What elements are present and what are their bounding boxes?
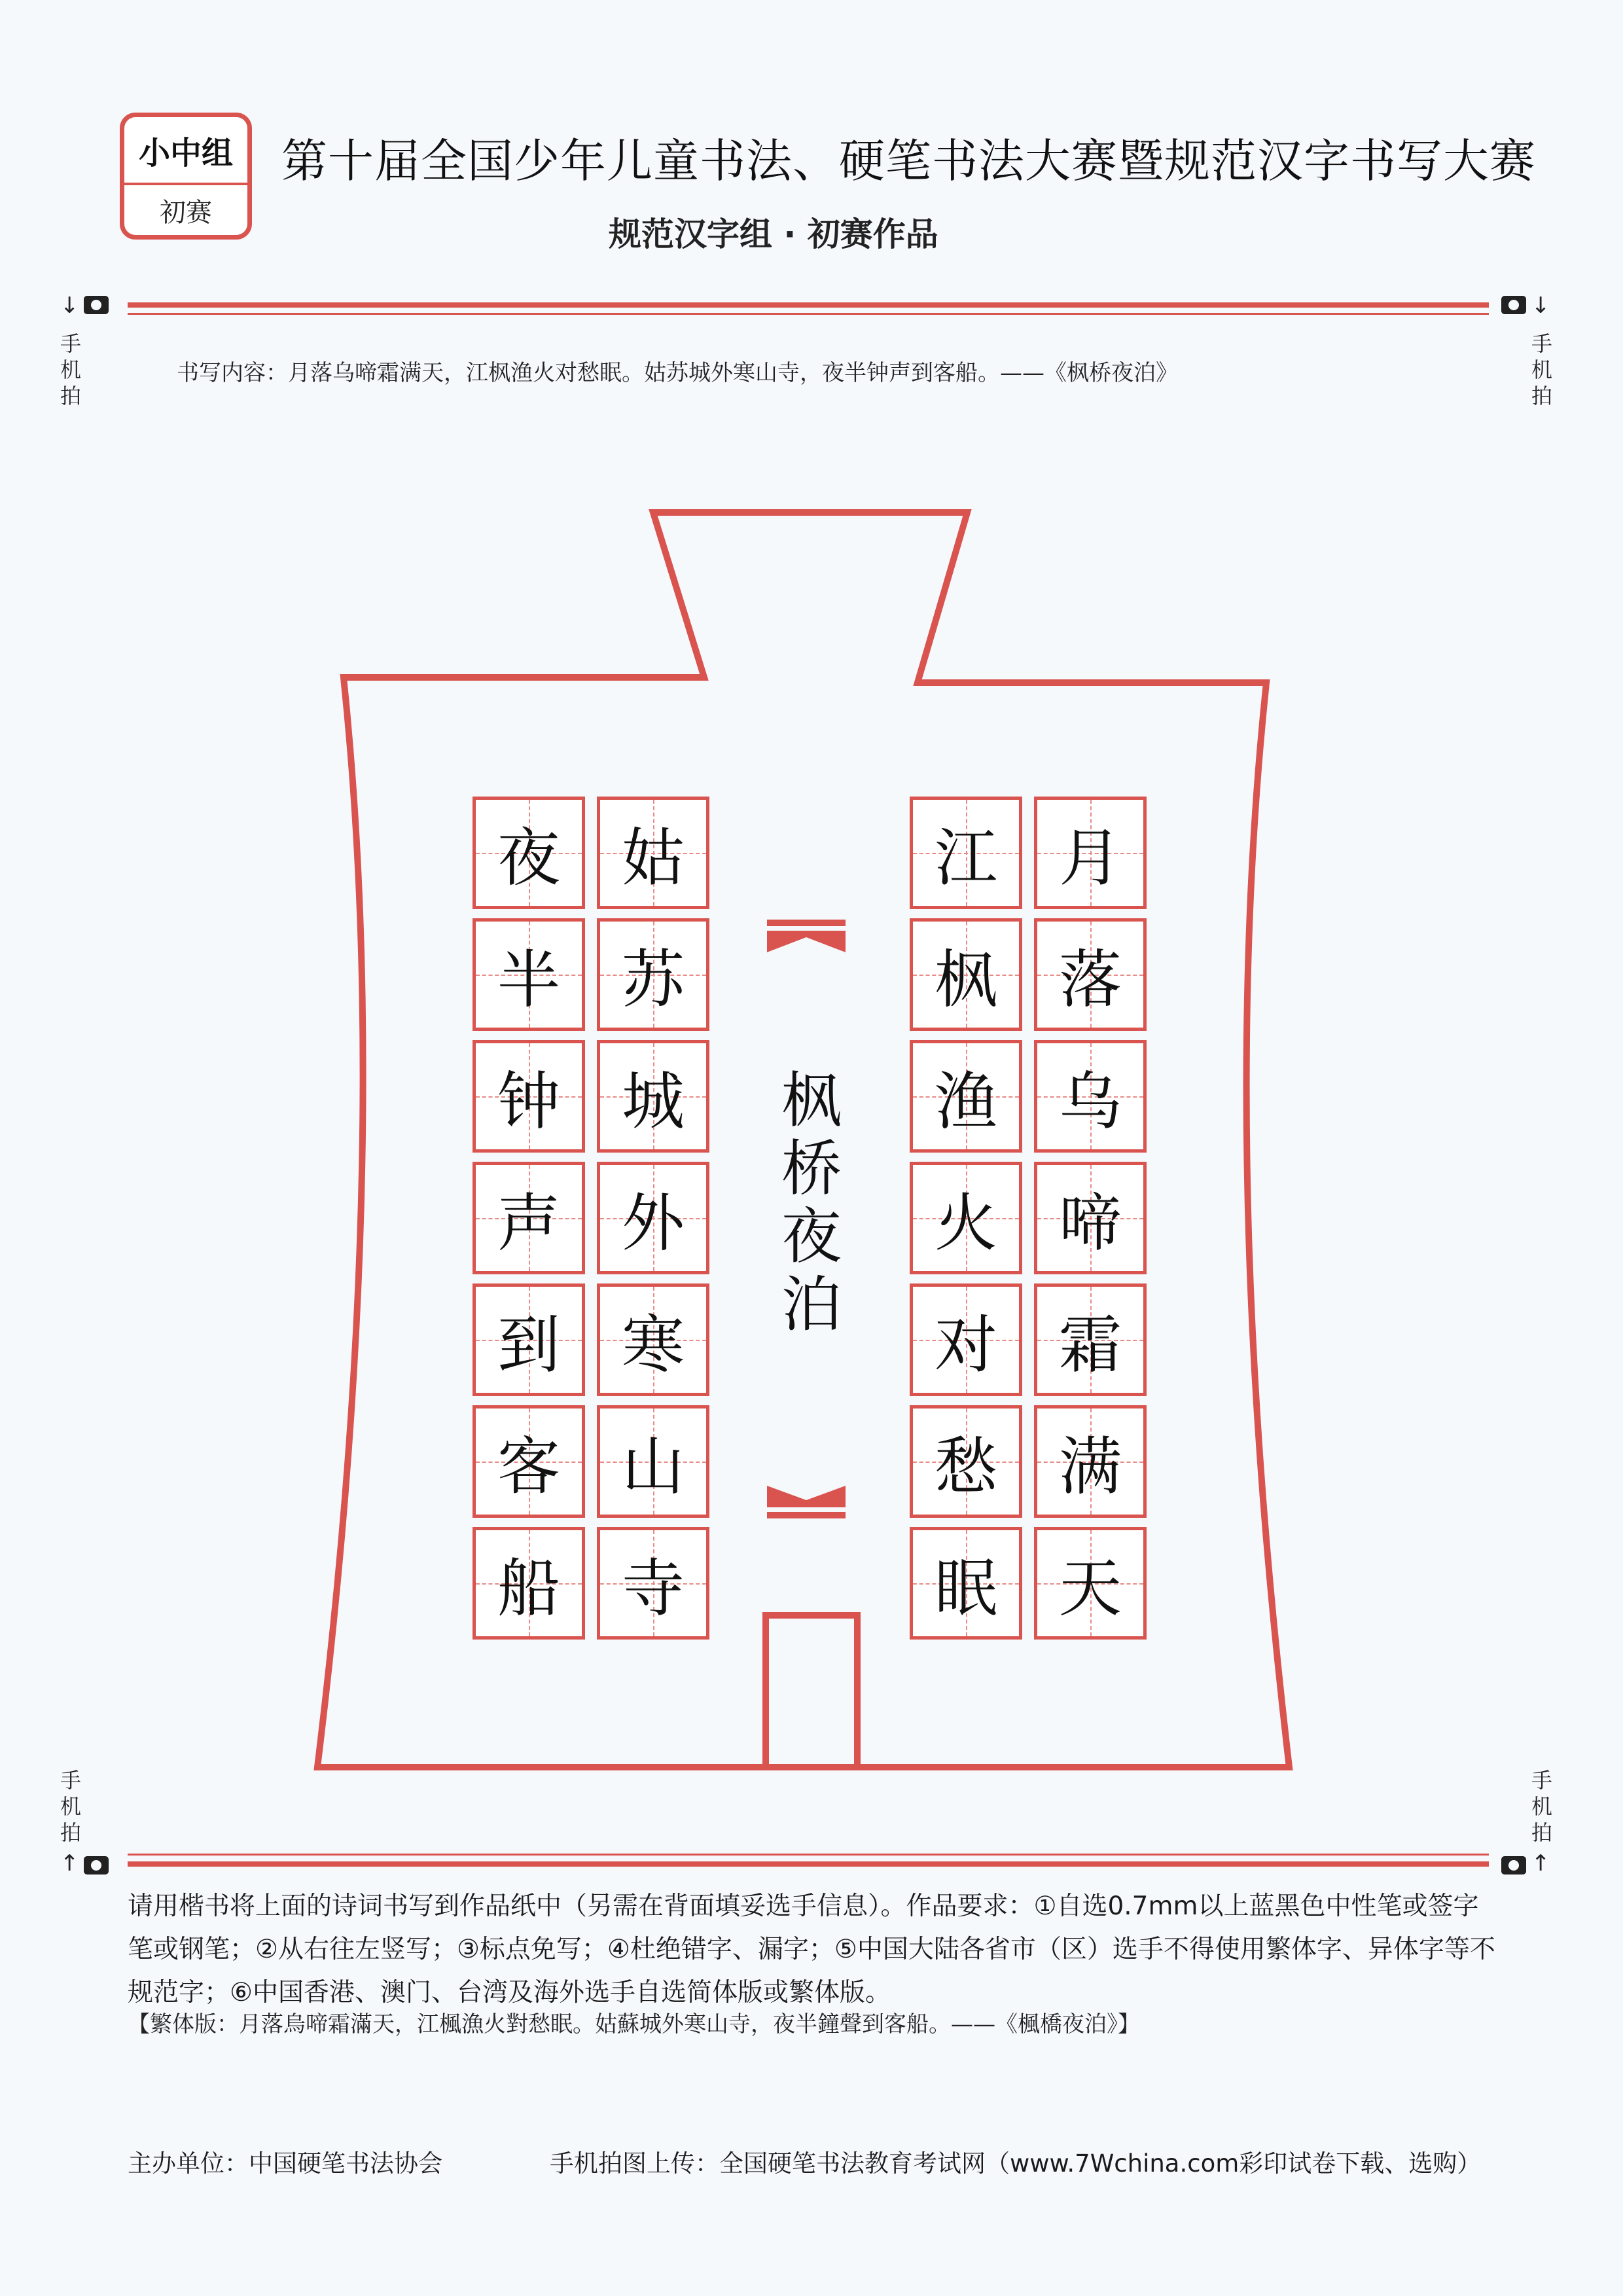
grid-character: 钟: [497, 1064, 560, 1138]
grid-cell: [910, 1162, 1022, 1274]
grid-cell: [597, 1283, 709, 1396]
grid-character: 半: [497, 942, 560, 1016]
grid-cell: [1034, 1283, 1147, 1396]
side-label-bottom-right: [1529, 1767, 1555, 1846]
organizer: 主办单位：中国硬笔书法协会: [128, 2149, 442, 2178]
grid-character: 船: [497, 1551, 560, 1625]
poem-title: [772, 1067, 851, 1339]
grid-character: 城: [622, 1064, 685, 1138]
grid-cell: [1034, 1162, 1147, 1274]
side-label-text: 手机拍: [1531, 1768, 1552, 1845]
arrow-down-icon: ↓: [60, 293, 79, 319]
grid-cell: [1034, 1040, 1147, 1153]
grid-cell: [910, 1527, 1022, 1640]
grid-cell: [473, 918, 585, 1031]
grid-character: 苏: [622, 942, 685, 1016]
ornament-bottom: [767, 1486, 846, 1518]
grid-character: 夜: [497, 821, 560, 895]
grid-cell: [910, 1040, 1022, 1153]
grid-character: 寺: [622, 1551, 685, 1625]
page-title: 第十届全国少年儿童书法、硬笔书法大赛暨规范汉字书写大赛: [281, 134, 1536, 188]
poem-title-text: 枫桥夜泊: [781, 1066, 842, 1340]
grid-character: 到: [497, 1308, 560, 1382]
side-label-text: 手机拍: [60, 1768, 81, 1845]
grid-cell: [473, 797, 585, 909]
writing-content: 书写内容：月落乌啼霜满天，江枫渔火对愁眠。姑苏城外寒山寺，夜半钟声到客船。——《枫桥夜泊》: [177, 360, 1178, 386]
grid-character: 对: [935, 1308, 997, 1382]
instructions: 请用楷书将上面的诗词书写到作品纸中（另需在背面填妥选手信息）。作品要求：①自选0.7mm以上蓝黑色中性笔或签字笔或钢笔；②从右往左竖写；③标点免写；④杜绝错字、漏字；⑤中国大陆各省市（区）选手不得使用繁体字、异体字等不规范字；⑥中国香港、澳门、台湾及海外选手自选简体版或繁体版。: [128, 1892, 1495, 2007]
traditional-version: 【繁体版：月落烏啼霜滿天，江楓漁火對愁眠。姑蘇城外寒山寺，夜半鐘聲到客船。——《楓橋夜泊》】: [128, 2011, 1140, 2037]
camera-icon: [84, 1856, 109, 1874]
arrow-up-icon: ↑: [1531, 1850, 1550, 1876]
grid-cell: [597, 1405, 709, 1518]
upload-info: 手机拍图上传：全国硬笔书法教育考试网（www.7Wchina.com彩印试卷下载、选购）: [550, 2149, 1482, 2178]
badge-group-label: 小中组: [124, 117, 247, 185]
grid-character: 声: [497, 1186, 560, 1260]
grid-cell: [597, 797, 709, 909]
grid-character: 山: [622, 1429, 685, 1503]
grid-character: 江: [935, 821, 997, 895]
grid-cell: [1034, 1405, 1147, 1518]
grid-cell: [910, 1405, 1022, 1518]
grid-character: 眠: [935, 1551, 997, 1625]
grid-character: 乌: [1059, 1064, 1122, 1138]
grid-cell: [910, 1283, 1022, 1396]
page-subtitle: 规范汉字组 · 初赛作品: [609, 215, 938, 253]
grid-cell: [910, 918, 1022, 1031]
ornament-top: [767, 920, 846, 952]
grid-character: 天: [1059, 1551, 1122, 1625]
grid-character: 渔: [935, 1064, 997, 1138]
bottom-rule: [128, 1861, 1489, 1867]
bottom-rule-thin: [128, 1854, 1489, 1856]
grid-character: 月: [1059, 821, 1122, 895]
grid-character: 寒: [622, 1308, 685, 1382]
grid-cell: [473, 1283, 585, 1396]
grid-cell: [473, 1040, 585, 1153]
grid-cell: [597, 1040, 709, 1153]
grid-cell: [473, 1162, 585, 1274]
arrow-down-icon: ↓: [1531, 293, 1550, 319]
grid-character: 满: [1059, 1429, 1122, 1503]
grid-character: 外: [622, 1186, 685, 1260]
grid-character: 落: [1059, 942, 1122, 1016]
grid-character: 姑: [622, 821, 685, 895]
grid-cell: [1034, 918, 1147, 1031]
grid-character: 客: [497, 1429, 560, 1503]
side-label-text: 手机拍: [60, 331, 81, 408]
grid-cell: [473, 1405, 585, 1518]
grid-character: 霜: [1059, 1308, 1122, 1382]
grid-character: 枫: [935, 942, 997, 1016]
grid-character: 啼: [1059, 1186, 1122, 1260]
grid-cell: [1034, 1527, 1147, 1640]
side-label-bottom-left: [58, 1767, 84, 1846]
camera-icon: [1501, 1856, 1526, 1874]
grid-cell: [1034, 797, 1147, 909]
badge-stage-label: 初赛: [160, 197, 212, 228]
grid-cell: [473, 1527, 585, 1640]
grid-cell: [910, 797, 1022, 909]
side-label-text: 手机拍: [1531, 331, 1552, 408]
grid-cell: [597, 1162, 709, 1274]
grid-character: 愁: [935, 1429, 997, 1503]
grid-cell: [597, 1527, 709, 1640]
arrow-up-icon: ↑: [60, 1850, 79, 1876]
grid-cell: [597, 918, 709, 1031]
grid-character: 火: [935, 1186, 997, 1260]
